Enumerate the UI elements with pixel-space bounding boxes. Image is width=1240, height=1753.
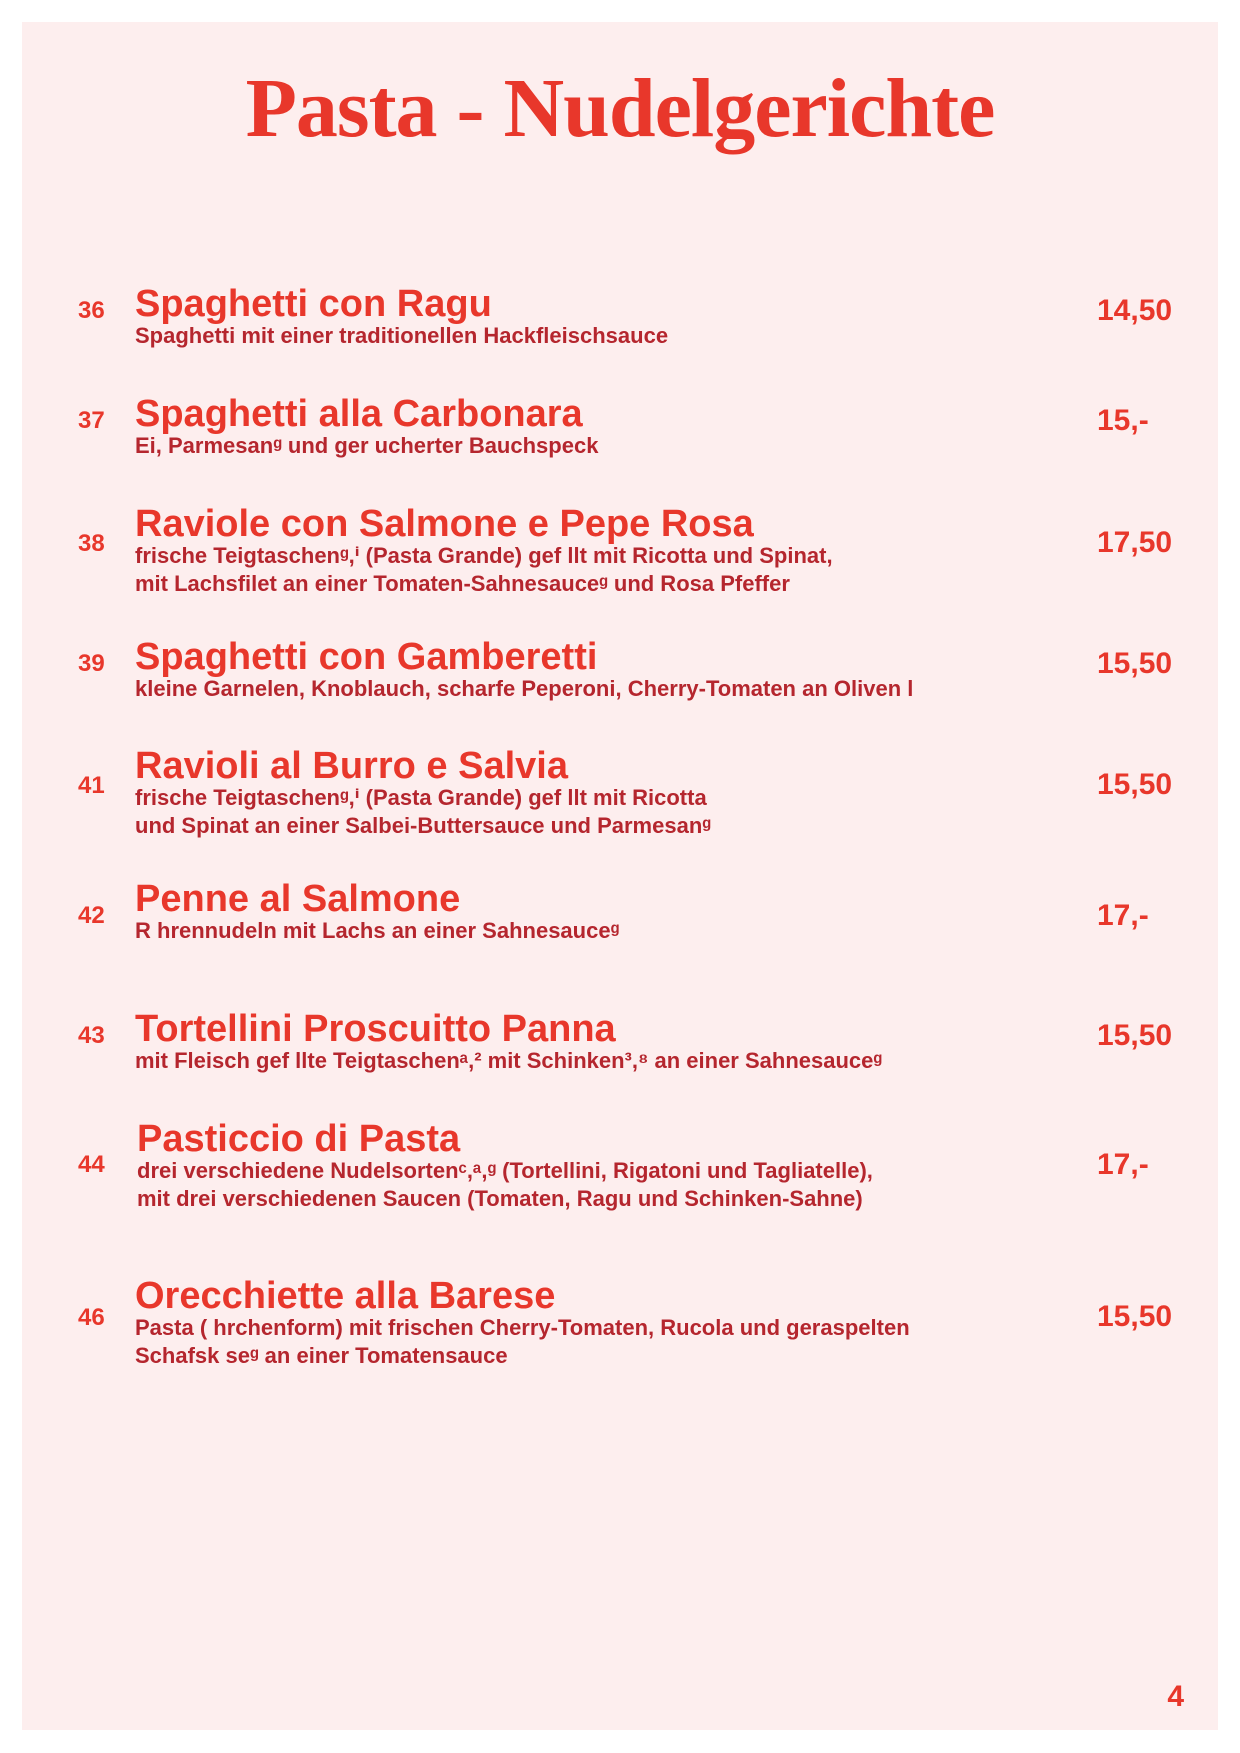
item-description-line: R hrennudeln mit Lachs an einer Sahnesauceᵍ [135,918,620,943]
item-name: Pasticcio di Pasta [137,1118,461,1160]
item-description [135,432,598,460]
item-description-line: Ei, Parmesanᵍ und ger ucherter Bauchspeck [135,433,599,458]
item-description-line: frische Teigtaschenᵍ,ⁱ (Pasta Grande) gef llt mit Ricotta [135,785,707,810]
item-number: 39 [78,650,105,677]
item-price: 14,50 [1097,294,1173,327]
item-description [135,542,833,598]
item-description-line: mit Lachsfilet an einer Tomaten-Sahnesauceᵍ und Rosa Pfeffer [135,571,790,596]
item-description-line: kleine Garnelen, Knoblauch, scharfe Peperoni, Cherry-Tomaten an Oliven l [135,676,914,701]
item-description-line: frische Teigtaschenᵍ,ⁱ (Pasta Grande) gef llt mit Ricotta und Spinat, [135,543,833,568]
item-name: Penne al Salmone [135,878,461,920]
item-number: 37 [78,407,105,434]
item-description-line: mit Fleisch gef llte Teigtaschenᵃ,² mit Schinken³,⁸ an einer Sahnesauceᵍ [135,1048,882,1073]
item-name: Orecchiette alla Barese [135,1275,556,1317]
item-number: 41 [78,772,105,799]
item-number: 38 [78,530,105,557]
item-description-line: Spaghetti mit einer traditionellen Hackfleischsauce [135,323,669,348]
item-description [135,1047,882,1075]
item-name: Tortellini Proscuitto Panna [135,1008,616,1050]
item-name: Raviole con Salmone e Pepe Rosa [135,503,754,545]
item-description-line: drei verschiedene Nudelsortenᶜ,ᵃ,ᵍ (Tortellini, Rigatoni und Tagliatelle), [137,1158,873,1183]
item-price: 17,- [1097,1148,1149,1181]
item-description [137,1157,873,1213]
item-price: 15,50 [1097,647,1173,680]
menu-page [22,22,1218,1730]
item-description [135,675,913,703]
item-number: 44 [78,1151,105,1178]
item-name: Spaghetti alla Carbonara [135,393,583,435]
item-price: 15,50 [1097,768,1173,801]
page-number: 4 [1167,1680,1184,1713]
item-number: 42 [78,902,105,929]
item-name: Spaghetti con Gamberetti [135,636,598,678]
item-price: 17,- [1097,899,1149,932]
item-price: 15,50 [1097,1300,1173,1333]
item-description-line: mit drei verschiedenen Saucen (Tomaten, Ragu und Schinken-Sahne) [137,1186,863,1211]
page-title: Pasta - Nudelgerichte [245,62,995,155]
item-price: 17,50 [1097,526,1173,559]
item-price: 15,- [1097,404,1149,437]
item-description-line: Schafsk seᵍ an einer Tomatensauce [135,1343,508,1368]
item-description [135,917,619,945]
item-name: Spaghetti con Ragu [135,283,492,325]
item-name: Ravioli al Burro e Salvia [135,745,568,787]
item-number: 36 [78,297,105,324]
item-description [135,1314,910,1370]
item-description [135,322,668,350]
item-price: 15,50 [1097,1019,1173,1052]
item-description [135,784,711,840]
item-number: 46 [78,1304,105,1331]
item-description-line: Pasta ( hrchenform) mit frischen Cherry-Tomaten, Rucola und geraspelten [135,1315,910,1340]
item-number: 43 [78,1022,105,1049]
item-description-line: und Spinat an einer Salbei-Buttersauce und Parmesanᵍ [135,813,711,838]
